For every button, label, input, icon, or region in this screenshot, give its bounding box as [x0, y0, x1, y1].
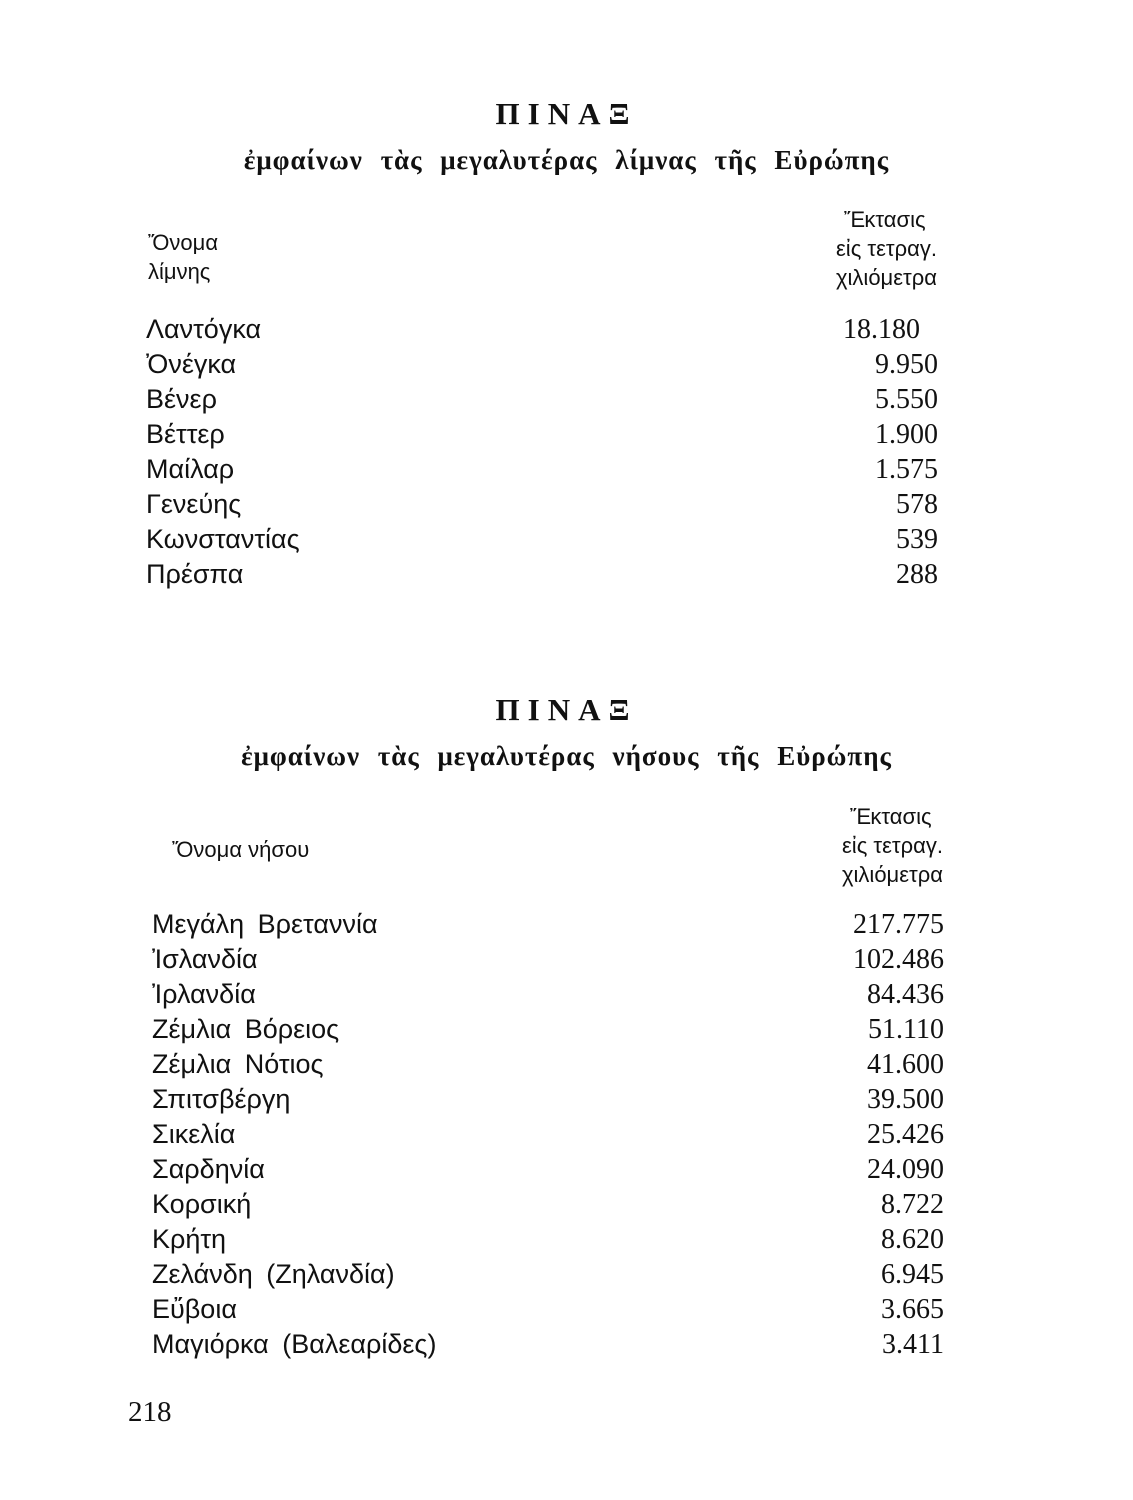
island-area: 39.500 — [867, 1084, 944, 1115]
island-area: 24.090 — [867, 1154, 944, 1185]
lakes-table-rows — [146, 312, 938, 592]
table-row — [152, 1152, 944, 1187]
island-name: Ζελάνδη (Ζηλανδία) — [152, 1259, 395, 1289]
lake-name: Βέττερ — [146, 419, 225, 449]
islands-table-title: ΠΙΝΑΞ — [495, 692, 638, 727]
lake-area: 288 — [896, 559, 938, 590]
page-number: 218 — [128, 1396, 172, 1428]
table-row — [152, 1047, 944, 1082]
lake-area: 1.575 — [875, 454, 938, 485]
lake-name: Γενεύης — [146, 489, 242, 519]
lakes-name-header-line: Ὄνομα — [148, 230, 219, 255]
lakes-area-header — [836, 205, 937, 292]
lake-area: 1.900 — [875, 419, 938, 450]
table-row — [152, 1292, 944, 1327]
table-row — [152, 907, 944, 942]
table-row — [152, 1222, 944, 1257]
island-name: Κορσική — [152, 1189, 252, 1219]
table-row — [146, 557, 938, 592]
lake-area: 5.550 — [875, 384, 938, 415]
island-area: 84.436 — [867, 979, 944, 1010]
lake-area: 9.950 — [875, 349, 938, 380]
lakes-name-header — [148, 228, 218, 286]
islands-area-header-line: Ἔκτασις — [850, 804, 932, 829]
island-area: 8.620 — [881, 1224, 944, 1255]
lakes-name-header-line: λίμνης — [148, 259, 211, 284]
islands-area-header-line: εἰς τετραγ. — [842, 833, 943, 858]
island-area: 25.426 — [867, 1119, 944, 1150]
lake-name: Μαίλαρ — [146, 454, 235, 484]
islands-area-header — [842, 802, 943, 889]
island-area: 6.945 — [881, 1259, 944, 1290]
table-row — [152, 942, 944, 977]
table-row — [152, 1327, 944, 1362]
lake-name: Λαντόγκα — [146, 314, 262, 344]
table-row — [146, 522, 938, 557]
table-row — [146, 487, 938, 522]
island-area: 41.600 — [867, 1049, 944, 1080]
lakes-table-subtitle: ἐμφαίνων τὰς μεγαλυτέρας λίμνας τῆς Εὐρώπης — [243, 145, 890, 175]
table-row — [146, 382, 938, 417]
table-row — [152, 1012, 944, 1047]
table-row — [152, 1257, 944, 1292]
table-row — [152, 1117, 944, 1152]
island-name: Σπιτσβέργη — [152, 1084, 291, 1114]
islands-name-header: Ὄνομα νήσου — [172, 837, 310, 862]
lake-name: Βένερ — [146, 384, 217, 414]
island-name: Σικελία — [152, 1119, 236, 1149]
lake-name: Κωνσταντίας — [146, 524, 300, 554]
lake-area: 18.180 — [843, 314, 920, 345]
island-name: Εὔβοια — [152, 1294, 237, 1324]
lake-area: 578 — [896, 489, 938, 520]
island-name: Σαρδηνία — [152, 1154, 265, 1184]
islands-area-header-line: χιλιόμετρα — [842, 862, 943, 887]
islands-table-subtitle: ἐμφαίνων τὰς μεγαλυτέρας νήσους τῆς Εὐρώπης — [241, 741, 892, 771]
lakes-area-header-line: εἰς τετραγ. — [836, 236, 937, 261]
lakes-area-header-line: Ἔκτασις — [844, 207, 926, 232]
island-name: Ζέμλια Βόρειος — [152, 1014, 340, 1044]
island-area: 3.665 — [881, 1294, 944, 1325]
lakes-table-title: ΠΙΝΑΞ — [495, 96, 638, 131]
table-row — [152, 977, 944, 1012]
island-area: 8.722 — [881, 1189, 944, 1220]
lake-area: 539 — [896, 524, 938, 555]
island-name: Ἰρλανδία — [152, 979, 256, 1009]
table-row — [146, 312, 938, 347]
island-area: 217.775 — [853, 909, 944, 940]
island-area: 102.486 — [853, 944, 944, 975]
island-area: 51.110 — [868, 1014, 944, 1045]
islands-table-rows — [152, 907, 944, 1362]
island-name: Ἰσλανδία — [152, 944, 258, 974]
island-name: Μαγιόρκα (Βαλεαρίδες) — [152, 1329, 437, 1359]
table-row — [146, 347, 938, 382]
table-row — [152, 1187, 944, 1222]
island-name: Μεγάλη Βρεταννία — [152, 909, 378, 939]
table-row — [152, 1082, 944, 1117]
lake-name: Πρέσπα — [146, 559, 244, 589]
island-name: Ζέμλια Νότιος — [152, 1049, 324, 1079]
lakes-area-header-line: χιλιόμετρα — [836, 265, 937, 290]
lake-name: Ὀνέγκα — [146, 349, 237, 379]
table-row — [146, 417, 938, 452]
table-row — [146, 452, 938, 487]
island-name: Κρήτη — [152, 1224, 227, 1254]
island-area: 3.411 — [882, 1329, 944, 1360]
